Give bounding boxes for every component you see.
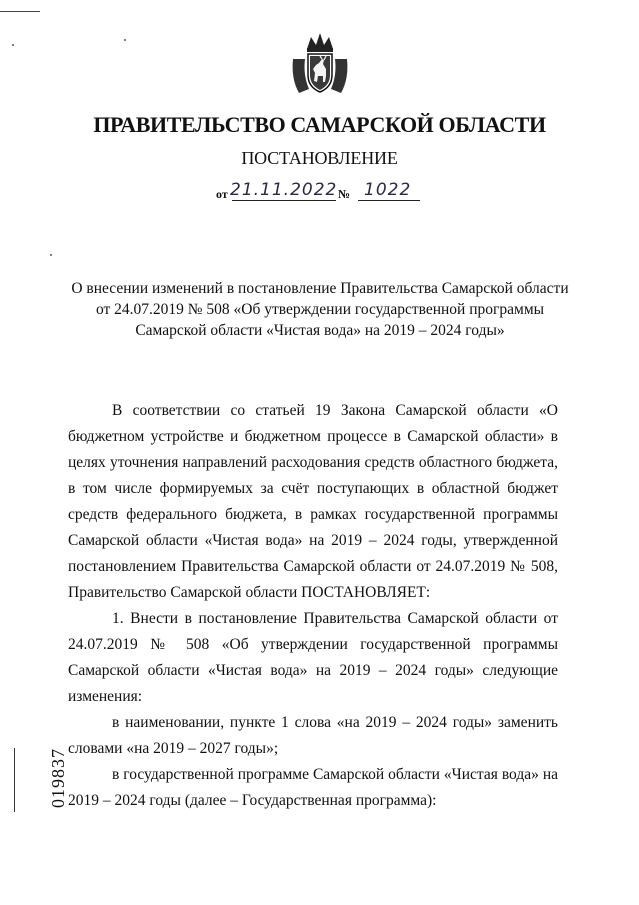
document-subject xyxy=(60,278,580,341)
body-paragraph-4: в государственной программе Самарской области «Чистая вода» на 2019 – 2024 годы (далее – Государственная программа): xyxy=(68,766,558,809)
date-prefix: от xyxy=(216,187,228,201)
number-underline xyxy=(358,200,420,201)
body-paragraph-3: в наименовании, пункте 1 слова «на 2019 – 2024 годы» заменить словами «на 2019 – 2027 годы»; xyxy=(68,714,558,757)
subject-line-2: от 24.07.2019 № 508 «Об утверждении государственной программы xyxy=(95,301,545,318)
scan-speck xyxy=(50,254,52,256)
subject-line-1: О внесении изменений в постановление Правительства Самарской области xyxy=(71,280,569,297)
date-number-line xyxy=(214,178,434,204)
date-underline xyxy=(232,200,336,201)
handwritten-number: 1022 xyxy=(364,180,412,200)
scan-corner-line xyxy=(0,11,40,12)
body-paragraph-1: В соответствии со статьей 19 Закона Самарской области «О бюджетном устройстве и бюджетном процессе в Самарской области» в целях уточнения направлений расходования средств областного бюджета, в том числе формируемых за счёт поступающих в областной бюджет средств федерального бюджета, в рамках государственной программы Самарской области «Чистая вода» на 2019 – 2024 годы, утвержденной постановлением Правительства Самарской области от 24.07.2019 № 508, Правительство Самарской области ПОСТАНОВЛЯЕТ: xyxy=(68,402,558,601)
samara-coat-of-arms-icon xyxy=(289,29,351,99)
body-paragraph-2: 1. Внести в постановление Правительства Самарской области от 24.07.2019 № 508 «Об утверждении государственной программы Самарской области «Чистая вода» на 2019 – 2024 годы» следующие изменения: xyxy=(68,610,558,705)
subject-line-3: Самарской области «Чистая вода» на 2019 – 2024 годы» xyxy=(135,322,505,339)
side-code-bar xyxy=(14,748,15,812)
document-type: ПОСТАНОВЛЕНИЕ xyxy=(241,148,398,168)
handwritten-date: 21.11.2022 xyxy=(230,180,338,200)
side-registration-code: 019837 xyxy=(48,748,68,808)
number-prefix: № xyxy=(338,187,351,201)
scan-speck xyxy=(124,39,126,41)
government-title: ПРАВИТЕЛЬСТВО САМАРСКОЙ ОБЛАСТИ xyxy=(93,112,546,137)
scan-speck xyxy=(12,44,14,46)
